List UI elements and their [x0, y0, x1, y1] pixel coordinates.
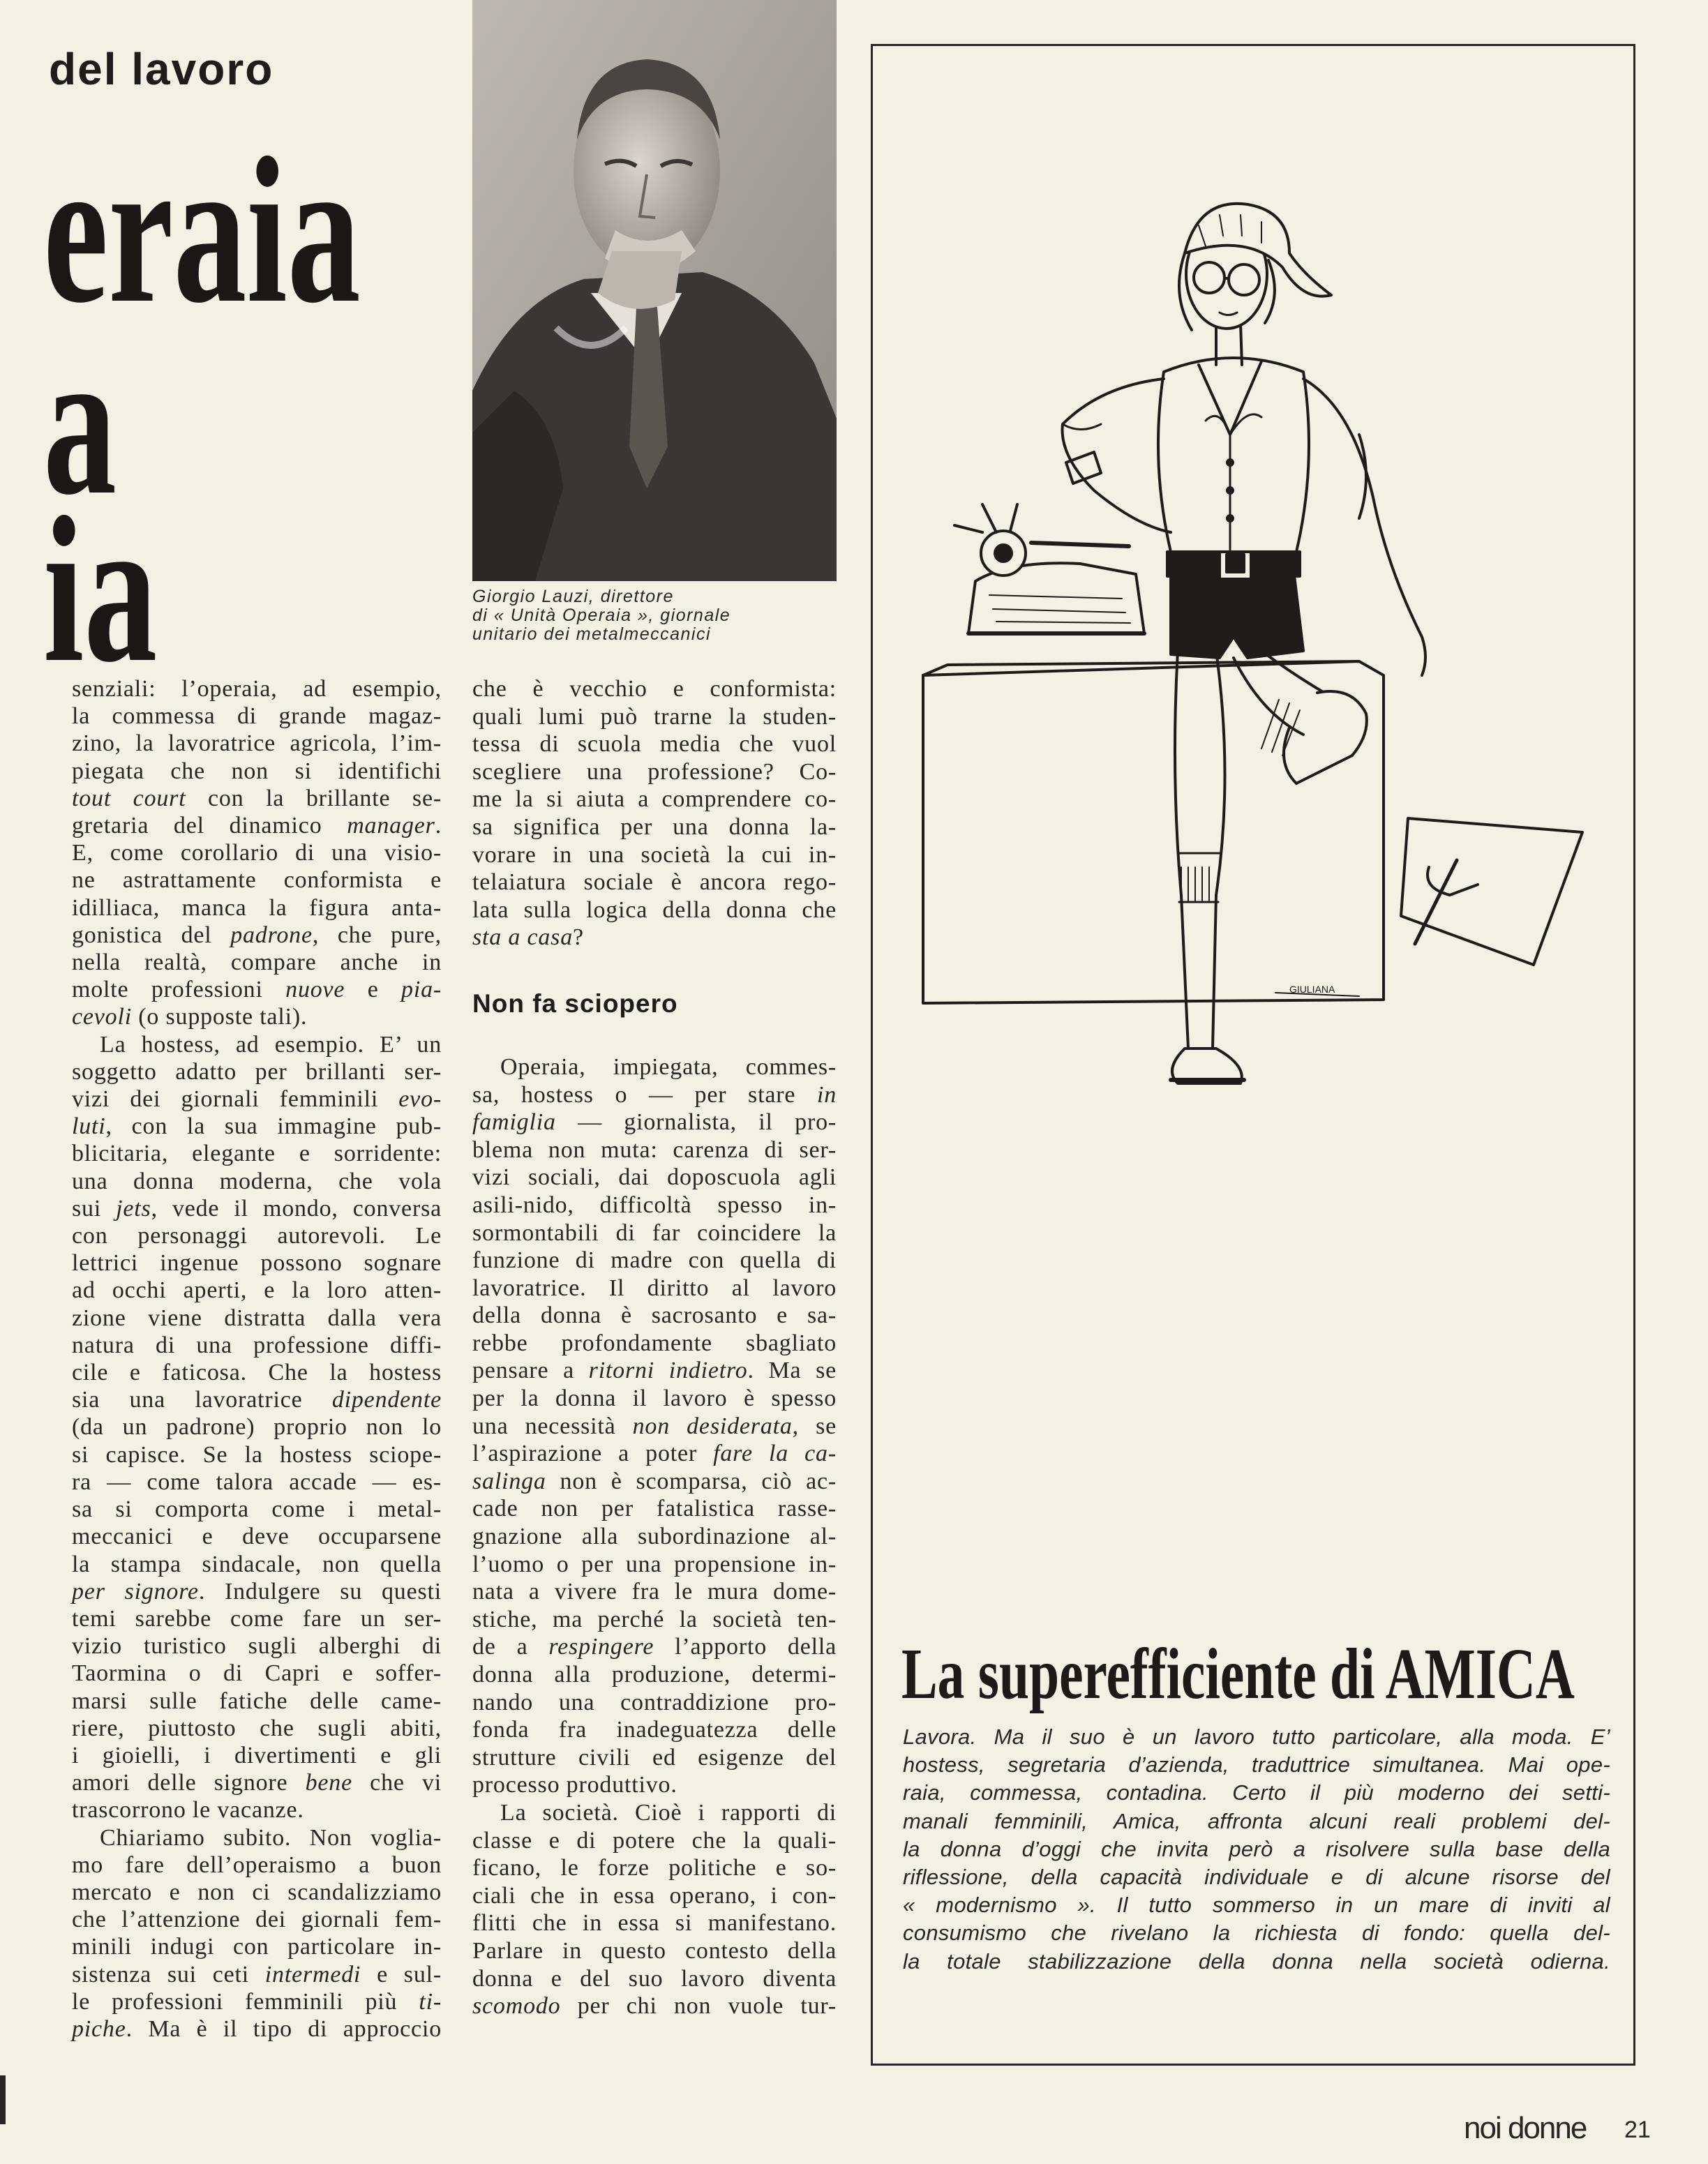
text-line — [72, 1003, 442, 1030]
text-line: ficano, le forze politiche e so- — [472, 1855, 837, 1881]
text-line — [72, 1578, 442, 1605]
text-line: zino, la lavoratrice agricola, l’im- — [72, 730, 442, 757]
text-line: mo fare dell’operaismo a buon — [72, 1851, 442, 1878]
text-line: lavoratrice. Il diritto al lavoro — [472, 1275, 837, 1301]
text-segment: con la brillante se- — [186, 785, 442, 811]
text-line — [72, 1113, 442, 1140]
text-line: riere, piuttosto che sugli abiti, — [72, 1715, 442, 1741]
text-line: telaiatura sociale è ancora rego- — [472, 869, 837, 896]
text-line: funzione di madre con quella di — [472, 1247, 837, 1274]
text-segment: che vi — [352, 1770, 442, 1796]
caption-line: Giorgio Lauzi, direttore — [472, 587, 674, 606]
text-line: (da un padrone) proprio non lo — [72, 1414, 442, 1441]
paragraph — [72, 675, 442, 1031]
text-line — [72, 1988, 442, 2015]
text-segment: l’apporto della — [654, 1634, 837, 1660]
text-line: Taormina o di Capri e soffer- — [72, 1660, 442, 1687]
text-segment: — giornalista, il pro- — [555, 1109, 837, 1136]
text-segment: sia una lavoratrice — [72, 1387, 332, 1413]
text-line — [72, 922, 442, 949]
text-segment: gretaria del dinamico — [72, 813, 347, 839]
text-segment: amori delle signore — [72, 1770, 306, 1796]
sidebar-body — [903, 1723, 1610, 1976]
section-kicker: del lavoro — [49, 44, 274, 94]
text-line — [472, 1468, 837, 1496]
text-line: scegliere una professione? Co- — [472, 758, 837, 785]
sidebar-text-line: la totale stabilizzazione della donna nella società odierna. — [903, 1948, 1610, 1974]
text-line: rebbe profondamente sbagliato — [472, 1330, 837, 1356]
sidebar-text-line: raia, commessa, contadina. Certo il più moderno dei setti- — [903, 1780, 1610, 1805]
paper-sheet — [1401, 818, 1582, 965]
sidebar-text-line: manali femminili, Amica, affronta alcuni reali problemi del- — [903, 1808, 1610, 1833]
text-line — [472, 1633, 837, 1661]
text-line: temi sarebbe come fare un ser- — [72, 1605, 442, 1632]
text-segment: . Ma è il tipo di approccio — [126, 2015, 442, 2042]
italic-text: pia- — [401, 977, 442, 1003]
italic-text: nuove — [285, 977, 345, 1003]
text-segment: molte professioni — [72, 977, 286, 1003]
paragraph — [72, 1824, 442, 2043]
text-segment: per chi non vuole tur- — [560, 1993, 837, 2020]
sidebar-title: La superefficiente di AMICA — [901, 1634, 1575, 1714]
desk-block — [923, 661, 1384, 1003]
paragraph — [472, 1053, 837, 1799]
text-line: che è vecchio e conformista: — [472, 676, 837, 702]
text-segment: e sul- — [361, 1961, 442, 1988]
text-line — [72, 1195, 442, 1222]
text-segment: , con la sua immagine pub- — [105, 1113, 442, 1140]
text-line — [472, 1109, 837, 1136]
typewriter-icon — [954, 504, 1144, 633]
italic-text: salinga — [472, 1468, 546, 1494]
text-line: nando una contraddizione pro- — [472, 1689, 837, 1715]
text-line: natura di una professione diffi- — [72, 1332, 442, 1358]
sidebar-text-line: Lavora. Ma il suo è un lavoro tutto particolare, alla moda. E’ — [903, 1725, 1610, 1749]
text-segment: , vede il mondo, conversa — [151, 1195, 442, 1222]
text-line: me la si aiuta a comprendere co- — [472, 786, 837, 813]
text-line: vorare in una società la cui in- — [472, 841, 837, 868]
text-line — [72, 976, 442, 1003]
text-segment: vizi dei giornali femminili — [72, 1086, 399, 1113]
text-line — [72, 1386, 442, 1413]
text-segment: sui — [72, 1195, 117, 1222]
text-line: senziali: l’operaia, ad esempio, — [72, 676, 442, 702]
text-line: ra — come talora accade — es- — [72, 1468, 442, 1495]
italic-text: cevoli — [72, 1004, 132, 1030]
text-segment: , se — [792, 1413, 837, 1439]
text-line: trascorrono le vacanze. — [72, 1797, 304, 1824]
italic-text: evo- — [398, 1086, 442, 1113]
text-line: ciali che in essa operano, i con- — [472, 1882, 837, 1909]
text-line — [472, 1081, 837, 1109]
photo-caption — [472, 587, 837, 644]
text-line: fonda fra inadeguatezza delle — [472, 1717, 837, 1743]
text-line: classe e di potere che la quali- — [472, 1827, 837, 1854]
paragraph — [472, 1799, 837, 2020]
italic-text: tout court — [72, 785, 186, 811]
italic-text: luti — [72, 1113, 106, 1140]
sidebar-text-line: la donna d’oggi che invita però a risolvere sulla base della — [903, 1836, 1610, 1861]
italic-text: non desiderata — [632, 1413, 793, 1439]
text-line — [72, 1085, 442, 1113]
text-segment: de a — [472, 1634, 549, 1660]
italic-text: famiglia — [472, 1109, 556, 1136]
text-line: sa si comporta come i metal- — [72, 1496, 442, 1523]
text-line: mercato e non ci scandalizziamo — [72, 1879, 442, 1905]
italic-text: jets — [116, 1195, 151, 1222]
text-line: flitti che in essa si manifestano. — [472, 1910, 837, 1937]
text-line: donna alla produzione, determi- — [472, 1662, 837, 1688]
text-line — [72, 1961, 442, 1988]
text-segment: . — [435, 813, 442, 839]
italic-text: per signore — [72, 1578, 199, 1605]
text-line: gnazione alla subordinazione al- — [472, 1524, 837, 1550]
italic-text: in — [816, 1081, 837, 1108]
sidebar-text-line: consumismo che rivelano la richiesta di fondo: quella del- — [903, 1921, 1610, 1946]
headline-fragment: a — [43, 306, 117, 538]
text-segment: e — [345, 977, 402, 1003]
italic-text: sta a casa — [472, 924, 573, 951]
text-segment: gonistica del — [72, 922, 231, 948]
text-line: i gioielli, i divertimenti e gli — [72, 1742, 442, 1768]
caption-line: di « Unità Operaia », giornale — [472, 606, 731, 625]
headline-fragment: eraia — [43, 114, 361, 346]
text-line: blicitaria, elegante e sorridente: — [72, 1141, 442, 1167]
italic-text: respingere — [548, 1634, 654, 1660]
text-segment: pensare a — [472, 1358, 589, 1384]
text-line: cile e faticosa. Che la hostess — [72, 1360, 442, 1386]
text-line: Operaia, impiegata, commes- — [500, 1053, 837, 1080]
text-line: la commessa di grande magaz- — [72, 703, 442, 730]
text-line: E, come corollario di una visio- — [72, 840, 442, 866]
text-line: ne astrattamente conformista e — [72, 867, 442, 894]
text-line: nella realtà, compare anche in — [72, 949, 442, 976]
italic-text: padrone — [230, 922, 313, 948]
text-segment: ? — [573, 924, 584, 951]
text-line — [72, 812, 442, 839]
italic-text: fare la ca- — [713, 1441, 837, 1467]
text-line: donna e del suo lavoro diventa — [472, 1965, 837, 1992]
portrait-image — [472, 0, 837, 581]
text-segment: sa, hostess o — per stare — [472, 1081, 817, 1108]
text-line: processo produttivo. — [472, 1772, 677, 1798]
text-segment: una necessità — [472, 1413, 633, 1439]
text-line — [72, 785, 442, 812]
text-line — [472, 1992, 837, 2020]
hostess-illustration — [871, 44, 1637, 1132]
text-line: l’uomo o per una propensione in- — [472, 1551, 837, 1577]
text-segment: sistenza sui ceti — [72, 1961, 265, 1988]
text-line: vizio turistico sugli alberghi di — [72, 1633, 442, 1660]
text-line: quali lumi può trarne la studen- — [472, 703, 837, 730]
text-line: cade non per fatalistica rasse- — [472, 1496, 837, 1522]
illustration-signature: GIULIANA — [1289, 984, 1335, 995]
text-line: della donna è sacrosanto e sa- — [472, 1302, 837, 1329]
text-line: asili-nido, difficoltà spesso in- — [472, 1192, 837, 1218]
paragraph — [72, 1031, 442, 1824]
text-line: minili indugi con particolare in- — [72, 1934, 442, 1960]
text-line: ad occhi aperti, e la loro atten- — [72, 1277, 442, 1304]
text-line: la stampa sindacale, non quella — [72, 1551, 442, 1577]
text-line: nata a vivere fra le mura dome- — [472, 1579, 837, 1605]
text-segment: l’aspirazione a poter — [472, 1441, 714, 1467]
portrait-photo — [472, 0, 837, 581]
text-line: Chiariamo subito. Non voglia- — [100, 1824, 442, 1851]
text-segment: le professioni femminili più — [72, 1988, 419, 2015]
paragraph — [472, 675, 837, 952]
headline-fragment: ia — [43, 474, 158, 705]
text-line: una donna moderna, che vola — [72, 1168, 442, 1194]
italic-text: piche — [72, 2015, 126, 2042]
article-column-2 — [472, 675, 837, 2020]
text-line — [72, 1769, 442, 1796]
text-line: che l’attenzione dei giornali fem- — [72, 1907, 442, 1933]
text-line: lettrici ingenue possono sognare — [72, 1250, 442, 1277]
italic-text: ti- — [419, 1988, 442, 2015]
text-line: sormontabili di far coincidere la — [472, 1219, 837, 1246]
text-line: Parlare in questo contesto della — [472, 1937, 837, 1964]
italic-text: dipendente — [331, 1387, 442, 1413]
text-line: sa significa per una donna la- — [472, 813, 837, 840]
text-line: meccanici e deve occuparsene — [72, 1524, 442, 1550]
sidebar-text-line: « modernismo ». Il tutto sommerso in un mare di inviti al — [903, 1893, 1610, 1918]
margin-rule — [0, 2075, 6, 2124]
italic-text: scomodo — [472, 1993, 561, 2020]
italic-text: manager — [347, 813, 435, 839]
sidebar-text-line: riflessione, della capacità individuale e di alcune risorse del — [903, 1865, 1610, 1890]
text-line: soggetto adatto per brillanti ser- — [72, 1058, 442, 1085]
text-line: La società. Cioè i rapporti di — [500, 1799, 837, 1826]
article-column-1 — [72, 675, 442, 2043]
italic-text: bene — [305, 1770, 352, 1796]
italic-text: intermedi — [264, 1961, 361, 1988]
text-segment: (o supposte tali). — [131, 1004, 308, 1030]
text-line — [472, 1357, 837, 1385]
text-line: idilliaca, manca la figura anta- — [72, 894, 442, 921]
sidebar-text-line: hostess, segretaria d’azienda, traduttrice simultanea. Mai ope- — [903, 1752, 1610, 1778]
text-line — [472, 924, 837, 952]
text-line: vizi sociali, dai doposcuola agli — [472, 1164, 837, 1191]
text-line: piegata che non si identifichi — [72, 758, 442, 784]
text-line: tessa di scuola media che vuol — [472, 731, 837, 758]
text-line: strutture civili ed esigenze del — [472, 1744, 837, 1771]
text-segment: , che pure, — [312, 922, 442, 948]
text-line — [72, 2015, 442, 2043]
text-line — [472, 1440, 837, 1468]
caption-line: unitario dei metalmeccanici — [472, 624, 712, 644]
text-line: La hostess, ad esempio. E’ un — [100, 1031, 442, 1058]
text-line: si capisce. Se la hostess sciope- — [72, 1441, 442, 1468]
text-line: stiche, ma perché la società ten- — [472, 1606, 837, 1632]
text-line — [472, 1413, 837, 1441]
text-segment: non è scomparsa, ciò ac- — [546, 1468, 837, 1494]
page-number: 21 — [1624, 2117, 1651, 2143]
italic-text: ritorni indietro — [588, 1358, 748, 1384]
text-segment: . Indulgere su questi — [198, 1578, 442, 1605]
text-line: blema non muta: carenza di ser- — [472, 1136, 837, 1163]
magazine-name: noi donne — [1464, 2111, 1587, 2145]
text-line: per la donna il lavoro è spesso — [472, 1385, 837, 1412]
text-line: zione viene distratta dalla vera — [72, 1305, 442, 1331]
text-line: con personaggi autorevoli. Le — [72, 1223, 442, 1249]
text-segment: . Ma se — [747, 1358, 837, 1384]
text-line: marsi sulle fatiche delle came- — [72, 1688, 442, 1714]
section-subheading: Non fa sciopero — [472, 989, 678, 1018]
text-line: lata sulla logica della donna che — [472, 896, 837, 923]
